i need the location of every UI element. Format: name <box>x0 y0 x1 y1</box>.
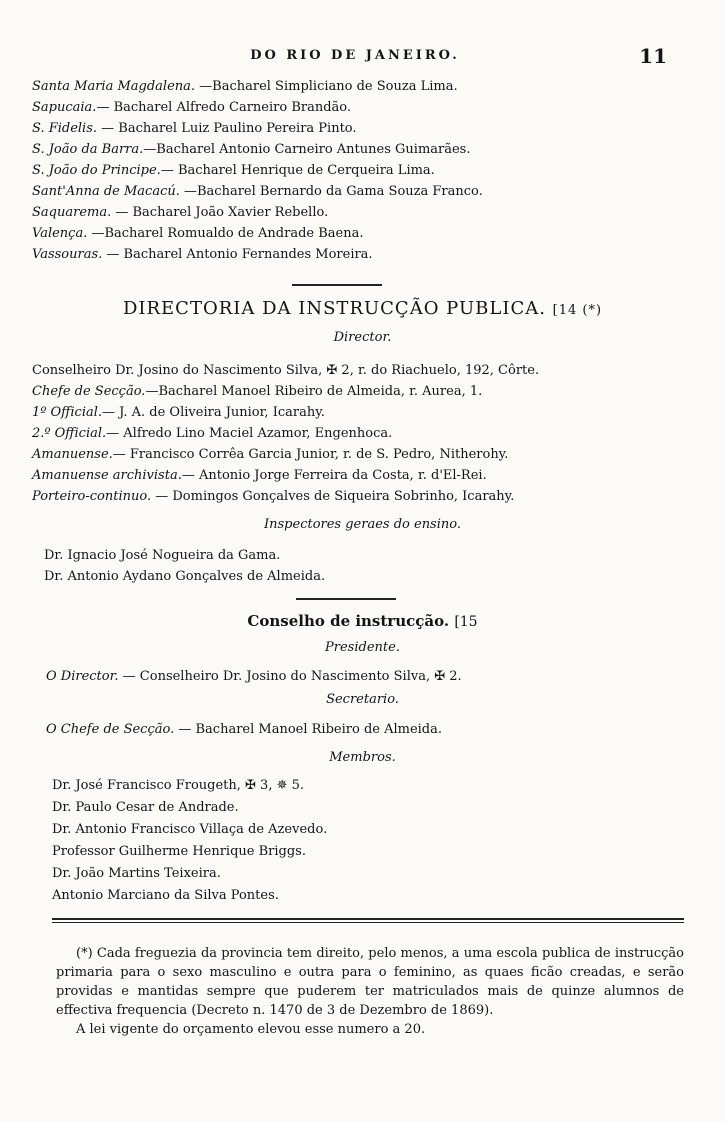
list-item: 1º Official.— J. A. de Oliveira Junior, Icarahy. <box>32 405 325 420</box>
promotores-list <box>32 76 672 265</box>
list-item: Dr. Ignacio José Nogueira da Gama. <box>44 548 281 563</box>
list-item: Dr. João Martins Teixeira. <box>52 866 221 881</box>
list-item: Sapucaia.— Bacharel Alfredo Carneiro Brandão. <box>32 100 352 115</box>
section-divider <box>292 284 382 286</box>
presidente-label: Presidente. <box>325 640 400 655</box>
list-item: Amanuense archivista.— Antonio Jorge Ferreira da Costa, r. d'El-Rei. <box>32 468 487 483</box>
list-item: Chefe de Secção.—Bacharel Manoel Ribeiro de Almeida, r. Aurea, 1. <box>32 384 483 399</box>
secretario-label: Secretario. <box>326 692 399 707</box>
list-item: S. João do Principe.— Bacharel Henrique de Cerqueira Lima. <box>32 163 435 178</box>
list-item: Vassouras. — Bacharel Antonio Fernandes Moreira. <box>32 247 373 262</box>
list-item: Porteiro-continuo. — Domingos Gonçalves de Siqueira Sobrinho, Icarahy. <box>32 489 515 504</box>
footnote-rule <box>52 922 684 923</box>
secretario-line: O Chefe de Secção. — Bacharel Manoel Ribeiro de Almeida. <box>46 722 443 737</box>
list-item: Sant'Anna de Macacú. —Bacharel Bernardo da Gama Souza Franco. <box>32 184 483 199</box>
list-item: Antonio Marciano da Silva Pontes. <box>52 888 279 903</box>
list-item: Dr. Antonio Aydano Gonçalves de Almeida. <box>44 569 326 584</box>
inspectores-list <box>44 545 684 587</box>
membros-label: Membros. <box>329 750 396 765</box>
running-head: DO RIO DE JANEIRO. <box>250 48 460 63</box>
directoria-heading: DIRECTORIA DA INSTRUCÇÃO PUBLICA. [14 (*) <box>122 298 603 319</box>
list-item: Dr. Antonio Francisco Villaça de Azevedo. <box>52 822 328 837</box>
list-item: Dr. Paulo Cesar de Andrade. <box>52 800 239 815</box>
presidente-line: O Director. — Conselheiro Dr. Josino do Nascimento Silva, ✠ 2. <box>46 669 462 684</box>
director-label: Director. <box>333 330 392 345</box>
list-item: S. João da Barra.—Bacharel Antonio Carneiro Antunes Guimarães. <box>32 142 471 157</box>
inspectores-label: Inspectores geraes do ensino. <box>264 517 461 532</box>
directoria-staff <box>32 360 672 507</box>
list-item: Saquarema. — Bacharel João Xavier Rebello. <box>32 205 329 220</box>
list-item: Valença. —Bacharel Romualdo de Andrade Baena. <box>32 226 364 241</box>
section-divider <box>296 598 396 600</box>
footnote-text: A lei vigente do orçamento elevou esse numero a 20. <box>76 1022 426 1037</box>
footnote-rule <box>52 918 684 920</box>
list-item: 2.º Official.— Alfredo Lino Maciel Azamor, Engenhoca. <box>32 426 393 441</box>
page-number: 11 <box>639 44 667 68</box>
list-item: Dr. José Francisco Frougeth, ✠ 3, ✵ 5. <box>52 778 305 793</box>
list-item: Amanuense.— Francisco Corrêa Garcia Junior, r. de S. Pedro, Nitherohy. <box>32 447 509 462</box>
membros-list <box>52 775 692 907</box>
list-item: Santa Maria Magdalena. —Bacharel Simpliciano de Souza Lima. <box>32 79 458 94</box>
director-line: Conselheiro Dr. Josino do Nascimento Silva, ✠ 2, r. do Riachuelo, 192, Côrte. <box>32 363 540 378</box>
conselho-heading: Conselho de instrucção. [15 <box>247 612 478 630</box>
footnote-text: (*) Cada freguezia da provincia tem direito, pelo menos, a uma escola publica de instrucção primaria para o sexo masculino e outra para o feminino, as quaes ficão creadas, e serão providas e mantidas sempre que puderem ter matriculados mais de quinze alumnos de effectiva frequencia (Decreto n. 1470 de 3 de Dezembro de 1869). <box>56 946 684 1018</box>
list-item: Professor Guilherme Henrique Briggs. <box>52 844 306 859</box>
list-item: S. Fidelis. — Bacharel Luiz Paulino Pereira Pinto. <box>32 121 357 136</box>
footnote <box>56 944 684 1039</box>
